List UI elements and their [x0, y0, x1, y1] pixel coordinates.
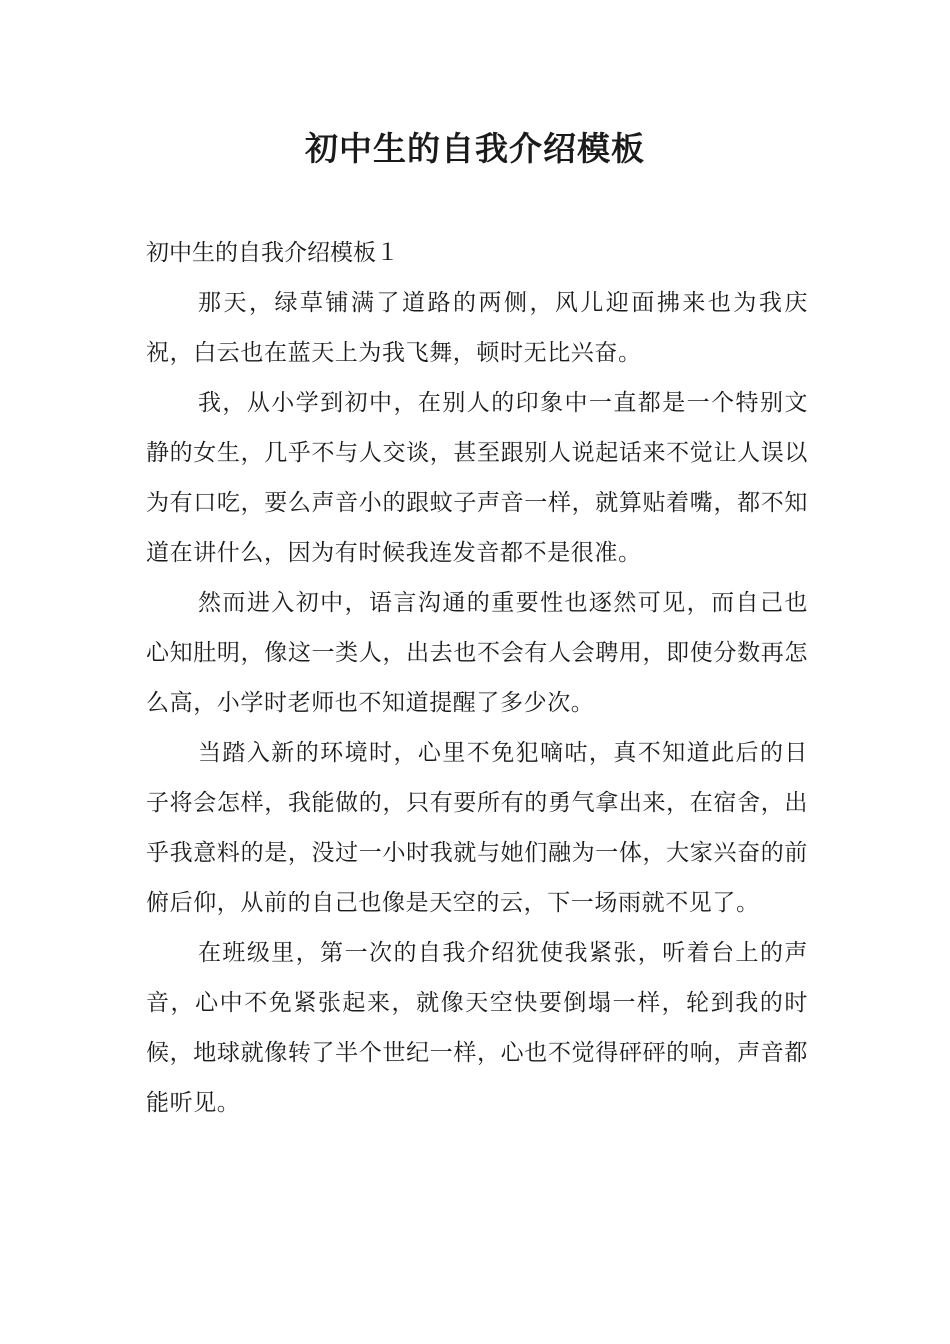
paragraph: 当踏入新的环境时，心里不免犯嘀咕，真不知道此后的日子将会怎样，我能做的，只有要所有的勇气拿出来，在宿舍，出乎我意料的是，没过一小时我就与她们融为一体，大家兴奋的前俯后仰，从前的自己也像是天空的云，下一场雨就不见了。 — [146, 740, 808, 916]
paragraph: 那天，绿草铺满了道路的两侧，风儿迎面拂来也为我庆祝，白云也在蓝天上为我飞舞，顿时无比兴奋。 — [146, 290, 808, 366]
document-body — [146, 228, 808, 1128]
section-heading: 初中生的自我介绍模板１ — [146, 240, 399, 266]
paragraph: 在班级里，第一次的自我介绍犹使我紧张，听着台上的声音，心中不免紧张起来，就像天空快要倒塌一样，轮到我的时候，地球就像转了半个世纪一样，心也不觉得砰砰的响，声音都能听见。 — [146, 940, 808, 1116]
paragraph: 然而进入初中，语言沟通的重要性也逐然可见，而自己也心知肚明，像这一类人，出去也不会有人会聘用，即使分数再怎么高，小学时老师也不知道提醒了多少次。 — [146, 590, 808, 716]
document-title: 初中生的自我介绍模板 — [305, 129, 645, 168]
paragraph: 我，从小学到初中，在别人的印象中一直都是一个特别文静的女生，几乎不与人交谈，甚至跟别人说起话来不觉让人误以为有口吃，要么声音小的跟蚊子声音一样，就算贴着嘴，都不知道在讲什么，因为有时候我连发音都不是很准。 — [146, 390, 808, 566]
